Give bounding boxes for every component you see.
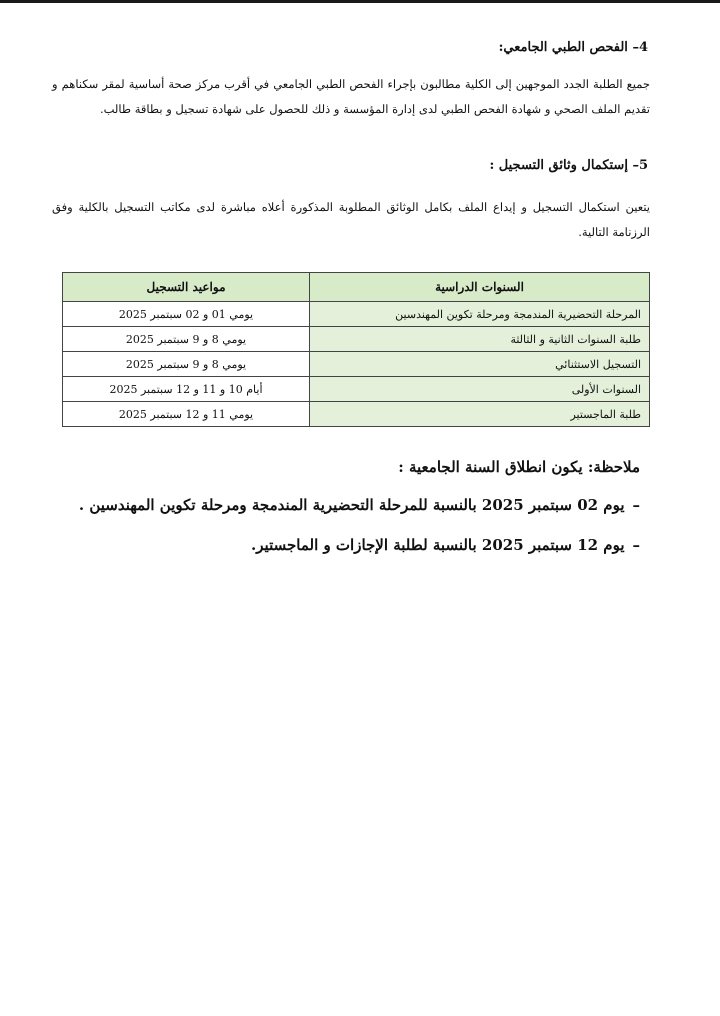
note-line-license-master — [251, 536, 640, 554]
cell-dates: يومي 01 و 02 سبتمبر 2025 — [63, 302, 310, 327]
table-header-row — [63, 273, 650, 302]
note-text: يوم 02 سبتمبر 2025 بالنسبة للمرحلة التحضيرية المندمجة ومرحلة تكوين المهندسين . — [78, 496, 625, 514]
table-row — [63, 302, 650, 327]
section-5-title: 5– إستكمال وثائق التسجيل : — [489, 158, 648, 173]
section-4-body: جميع الطلبة الجدد الموجهين إلى الكلية مطالبون بإجراء الفحص الطبي الجامعي في أقرب مركز صحة أساسية لمقر سكناهم و تقديم الملف الصحي و شهادة الفحص الطبي لدى إدارة المؤسسة و ذلك للحصول على شهادة تسجيل و بطاقة طالب. — [52, 77, 650, 116]
dash-bullet: – — [632, 496, 640, 514]
table-row — [63, 327, 650, 352]
table-row — [63, 352, 650, 377]
cell-level: التسجيل الاستثنائي — [310, 352, 650, 377]
note-text: يوم 12 سبتمبر 2025 بالنسبة لطلبة الإجازات و الماجستير. — [251, 536, 625, 554]
header-registration-dates: مواعيد التسجيل — [63, 273, 310, 302]
section-4-title: 4– الفحص الطبي الجامعي: — [498, 40, 648, 55]
section-5-body: يتعين استكمال التسجيل و إيداع الملف بكامل الوثائق المطلوبة المذكورة أعلاه مباشرة لدى مكاتب التسجيل بالكلية وفق الرزنامة التالية. — [52, 200, 650, 239]
cell-dates: يومي 8 و 9 سبتمبر 2025 — [63, 327, 310, 352]
cell-dates: أيام 10 و 11 و 12 سبتمبر 2025 — [63, 377, 310, 402]
cell-dates: يومي 11 و 12 سبتمبر 2025 — [63, 402, 310, 427]
registration-schedule-table — [62, 272, 650, 427]
table-row — [63, 402, 650, 427]
table-row — [63, 377, 650, 402]
cell-level: المرحلة التحضيرية المندمجة ومرحلة تكوين المهندسين — [310, 302, 650, 327]
cell-level: السنوات الأولى — [310, 377, 650, 402]
cell-level: طلبة السنوات الثانية و الثالثة — [310, 327, 650, 352]
note-line-preparatory — [79, 496, 640, 514]
header-study-years: السنوات الدراسية — [310, 273, 650, 302]
dash-bullet: – — [632, 536, 640, 554]
cell-dates: يومي 8 و 9 سبتمبر 2025 — [63, 352, 310, 377]
note-title: ملاحظة: يكون انطلاق السنة الجامعية : — [398, 458, 640, 476]
cell-level: طلبة الماجستير — [310, 402, 650, 427]
